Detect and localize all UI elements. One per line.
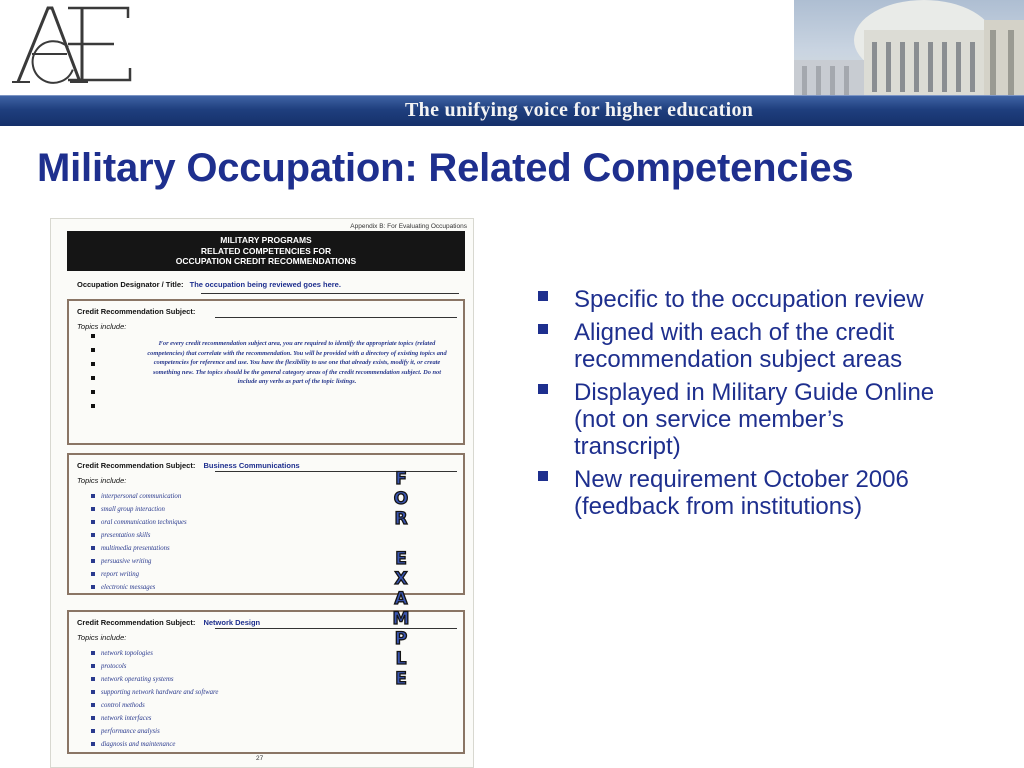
topic-item: diagnosis and maintenance (91, 738, 218, 751)
subject-label: Credit Recommendation Subject: (77, 461, 196, 470)
stamp-letter: E (395, 549, 407, 569)
tagline: The unifying voice for higher education (405, 99, 754, 121)
bullet-item (538, 286, 938, 313)
bullet-icon (91, 362, 95, 366)
bullet-list (538, 286, 938, 526)
topic-list (91, 647, 218, 751)
subject-underline (215, 317, 457, 318)
form-heading-line: RELATED COMPETENCIES FOR (200, 245, 332, 256)
topic-item: performance analysis (91, 725, 218, 738)
square-bullet-icon (538, 384, 548, 394)
occupation-label: Occupation Designator / Title: (77, 280, 184, 289)
topics-label: Topics include: (77, 322, 127, 331)
bullet-text: New requirement October 2006 (feedback from institutions) (574, 466, 909, 520)
bullet-item (538, 466, 938, 520)
topic-item: network interfaces (91, 712, 218, 725)
square-bullet-icon (538, 291, 548, 301)
stamp-letter: O (393, 489, 409, 509)
topic-item: oral communication techniques (91, 516, 187, 529)
occupation-row (77, 280, 462, 289)
square-bullet-icon (538, 324, 548, 334)
bullet-text: Specific to the occupation review (574, 286, 924, 313)
bullet-icon (91, 334, 95, 338)
topic-item: interpersonal communication (91, 490, 187, 503)
slide-title: Military Occupation: Related Competencies (37, 146, 854, 190)
page-number: 27 (256, 755, 264, 762)
subject-label: Credit Recommendation Subject: (77, 618, 196, 627)
bullet-text: Aligned with each of the credit recommendation subject areas (574, 319, 903, 373)
topic-item: protocols (91, 660, 218, 673)
subject-value: Business Communications (203, 461, 300, 470)
topic-item: small group interaction (91, 503, 187, 516)
topic-item: report writing (91, 568, 187, 581)
form-heading-line: MILITARY PROGRAMS (220, 235, 312, 245)
stamp-letter: M (392, 609, 410, 629)
topics-label: Topics include: (77, 476, 127, 485)
topic-list (91, 490, 187, 594)
instructions-text: For every credit recommendation subject area, you are required to identify the appropriate topics (related competencies) that correlate with the recommendation. You will be provided with a directory of existing topics and competencies for reference and use. You have the flexibility to use one that already exists, modify it, or create something new. The topics should be the general category areas of the credit recommendation subject. Do not include any verbs as part of the topic listings. (147, 340, 447, 386)
stamp-letter: L (395, 649, 407, 669)
bullet-icon (91, 404, 95, 408)
for-example-stamp (381, 469, 421, 689)
topic-item: electronic messages (91, 581, 187, 594)
topic-item: presentation skills (91, 529, 187, 542)
form-heading-line: OCCUPATION CREDIT RECOMMENDATIONS (175, 256, 357, 266)
bullet-item (538, 379, 938, 460)
topic-item: supporting network hardware and software (91, 686, 218, 699)
form-heading (67, 231, 465, 271)
subject-row (77, 461, 300, 470)
stamp-letter: P (394, 629, 408, 649)
example-form-image (50, 218, 474, 768)
occupation-value: The occupation being reviewed goes here. (189, 280, 341, 289)
subject-row (77, 307, 195, 316)
stamp-letter: E (395, 669, 407, 689)
bullet-icon (91, 390, 95, 394)
stamp-letter: X (394, 569, 408, 589)
bullet-icon (91, 376, 95, 380)
subject-row (77, 618, 260, 627)
topic-item: persuasive writing (91, 555, 187, 568)
topic-item: network topologies (91, 647, 218, 660)
subject-label: Credit Recommendation Subject: (77, 307, 196, 316)
header (0, 0, 1024, 126)
topics-label: Topics include: (77, 633, 127, 642)
stamp-gap (381, 529, 421, 549)
occupation-underline (201, 293, 459, 294)
bullet-text: Displayed in Military Guide Online (not on service member’s transcript) (574, 379, 935, 460)
stamp-letter: R (394, 509, 408, 529)
stamp-letter: F (395, 469, 407, 489)
subject-value: Network Design (203, 618, 261, 627)
bullet-icon (91, 348, 95, 352)
appendix-label: Appendix B: For Evaluating Occupations (350, 223, 467, 230)
topic-item: multimedia presentations (91, 542, 187, 555)
empty-bullets (91, 334, 95, 418)
ace-logo (10, 2, 140, 96)
topic-item: control methods (91, 699, 218, 712)
square-bullet-icon (538, 471, 548, 481)
topic-item: network operating systems (91, 673, 218, 686)
bullet-item (538, 319, 938, 373)
subject-box-template (67, 299, 465, 445)
stamp-letter: A (394, 589, 408, 609)
